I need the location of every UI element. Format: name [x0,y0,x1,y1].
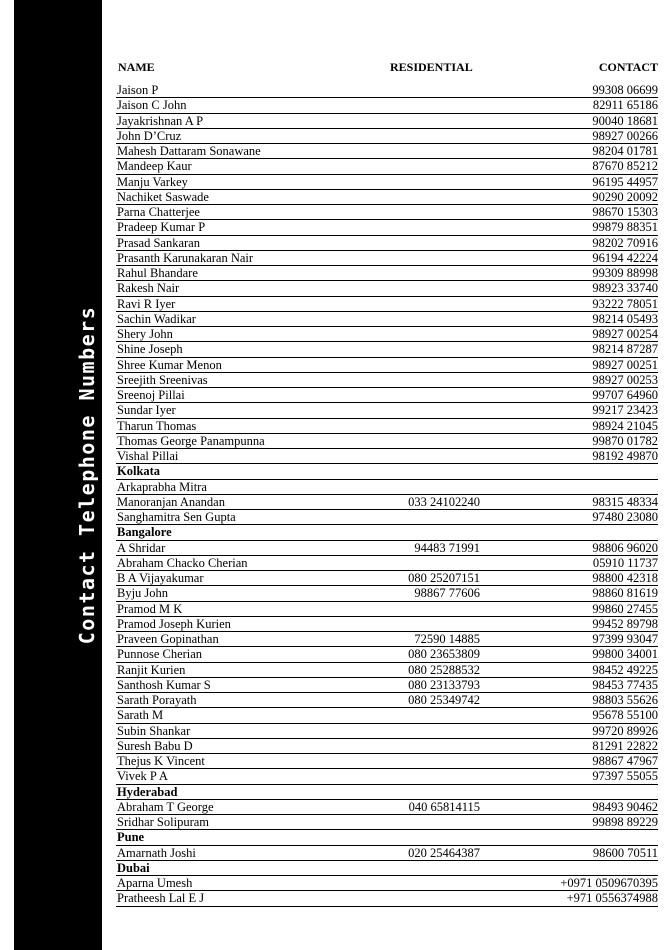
section-name: Kolkata [117,464,161,479]
table-row [116,693,658,708]
contact-number: 98453 77435 [592,677,658,692]
contact-table [116,83,658,907]
contact-name: Shree Kumar Menon [117,357,222,372]
table-row [116,205,658,220]
section-name: Dubai [117,860,150,875]
contact-name: Vivek P A [117,769,168,784]
table-row [116,724,658,739]
residential-number: 080 25288532 [408,662,480,677]
contact-number: 98315 48334 [592,494,658,509]
contact-number: +0971 0509670395 [560,876,658,890]
residential-number: 72590 14885 [414,632,480,646]
table-row [116,632,658,647]
table-row [116,312,658,327]
contact-number: 81291 22822 [592,738,658,753]
contact-number: 98860 81619 [592,586,658,601]
contact-name: Sarath M [117,708,164,723]
column-header-contact: CONTACT [598,60,658,74]
section-header [116,525,658,540]
contact-name: John D’Cruz [117,128,182,143]
contact-number: 99860 27455 [592,601,658,616]
contact-name: Pratheesh Lal E J [117,891,205,906]
table-row [116,663,658,678]
contact-name: Abraham Chacko Cherian [117,555,248,570]
contact-name: Aparna Umesh [117,876,193,890]
contact-number: 99720 89926 [592,723,658,738]
table-row [116,281,658,296]
contact-name: Pradeep Kumar P [117,220,206,235]
section-name: Hyderabad [117,784,178,799]
contact-name: Shine Joseph [117,342,183,357]
table-row [116,586,658,601]
table-row [116,388,658,403]
contact-number: 98803 55626 [592,693,658,707]
contact-name: Sreenoj Pillai [117,388,185,402]
section-header [116,861,658,876]
contact-number: +971 0556374988 [566,891,658,906]
table-row [116,159,658,174]
contact-number: 98867 47967 [592,754,658,768]
sidebar-title: Contact Telephone Numbers [75,305,99,645]
contact-name: Santhosh Kumar S [117,677,211,692]
table-row [116,556,658,571]
table-row [116,403,658,418]
table-row [116,129,658,144]
table-row [116,175,658,190]
contact-name: A Shridar [117,540,166,555]
contact-name: Byju John [117,586,169,601]
table-row [116,98,658,113]
table-row [116,358,658,373]
contact-number: 96195 44957 [592,174,658,189]
contact-name: Sundar Iyer [117,403,176,418]
contact-name: Jaison C John [117,98,187,113]
residential-number: 080 25207151 [408,571,480,585]
contact-number: 99898 89229 [592,815,658,829]
contact-name: Nachiket Saswade [117,189,209,204]
contact-name: B A Vijayakumar [117,571,204,585]
table-row [116,434,658,449]
contact-number: 98493 90462 [592,799,658,814]
table-row [116,251,658,266]
residential-number: 94483 71991 [414,540,480,555]
table-row [116,754,658,769]
table-row [116,190,658,205]
table-row [116,495,658,510]
contact-name: Punnose Cherian [117,647,203,662]
table-row [116,220,658,235]
table-row [116,891,658,906]
contact-name: Pramod Joseph Kurien [117,616,231,631]
contact-number: 97480 23080 [592,510,658,524]
residential-number: 080 23133793 [408,677,480,692]
contact-number: 98192 49870 [592,449,658,463]
contact-number: 98670 15303 [592,205,658,219]
contact-name: Tharun Thomas [117,418,197,433]
table-row [116,678,658,693]
contact-number: 97399 93047 [592,632,658,646]
contact-name: Thomas George Panampunna [117,433,265,448]
contact-number: 98214 05493 [592,311,658,326]
contact-number: 98927 00254 [592,327,658,341]
contact-name: Shery John [117,327,173,341]
contact-name: Jaison P [117,83,159,97]
contact-number: 98924 21045 [592,418,658,433]
section-name: Pune [117,830,145,845]
table-row [116,297,658,312]
residential-number: 033 24102240 [408,494,480,509]
contact-name: Praveen Gopinathan [117,632,219,646]
table-row [116,83,658,98]
contact-name: Rahul Bhandare [117,266,198,280]
table-row [116,617,658,632]
table-row [116,510,658,525]
contact-number: 99870 01782 [592,433,658,448]
table-row [116,419,658,434]
table-row [116,647,658,662]
contact-number: 98923 33740 [592,281,658,296]
table-row [116,480,658,495]
contact-name: Amarnath Joshi [117,845,196,860]
residential-number: 98867 77606 [414,586,480,601]
contact-name: Thejus K Vincent [117,754,205,768]
contact-name: Sridhar Solipuram [117,815,210,829]
contact-number: 97397 55055 [592,769,658,784]
contact-number: 95678 55100 [592,708,658,723]
contact-name: Jayakrishnan A P [117,113,204,128]
contact-number: 05910 11737 [592,555,658,570]
table-row [116,342,658,357]
table-row [116,602,658,617]
contact-name: Vishal Pillai [117,449,179,463]
table-row [116,769,658,784]
section-header [116,464,658,479]
contact-number: 99308 06699 [592,83,658,97]
contact-number: 98204 01781 [592,144,658,158]
contact-number: 99309 88998 [592,266,658,280]
table-row [116,236,658,251]
contact-name: Prasanth Karunakaran Nair [117,250,254,265]
residential-number: 020 25464387 [408,845,480,860]
contact-number: 98927 00266 [592,128,658,143]
contact-number: 99217 23423 [592,403,658,418]
section-header [116,830,658,845]
residential-number: 040 65814115 [408,799,480,814]
contact-number: 99707 64960 [592,388,658,402]
contact-name: Subin Shankar [117,723,191,738]
residential-number: 080 23653809 [408,647,480,662]
contact-name: Sanghamitra Sen Gupta [117,510,236,524]
contact-number: 82911 65186 [592,98,658,113]
contact-name: Mahesh Dattaram Sonawane [117,144,261,158]
contact-number: 90040 18681 [592,113,658,128]
contact-number: 99452 89798 [592,616,658,631]
contact-name: Prasad Sankaran [117,235,200,250]
contact-name: Ravi R Iyer [117,296,176,311]
contact-number: 99800 34001 [592,647,658,662]
sidebar-band [14,0,102,950]
contact-name: Arkaprabha Mitra [117,479,207,494]
column-header-residential: RESIDENTIAL [390,60,473,74]
contact-name: Sachin Wadikar [117,311,196,326]
contact-number: 98927 00253 [592,372,658,387]
contact-number: 87670 85212 [592,159,658,174]
table-row [116,800,658,815]
table-row [116,815,658,830]
contact-name: Mandeep Kaur [117,159,192,174]
residential-number: 080 25349742 [408,693,480,707]
section-name: Bangalore [117,525,172,540]
table-row [116,327,658,342]
contact-name: Suresh Babu D [117,738,193,753]
table-row [116,449,658,464]
contact-number: 99879 88351 [592,220,658,235]
table-row [116,571,658,586]
contact-name: Manju Varkey [117,174,188,189]
table-row [116,846,658,861]
contact-name: Rakesh Nair [117,281,180,296]
contact-number: 98452 49225 [592,662,658,677]
column-header-name: NAME [118,60,155,74]
table-row [116,876,658,891]
table-row [116,708,658,723]
contact-name: Manoranjan Anandan [117,494,225,509]
contact-name: Sarath Porayath [117,693,197,707]
table-row [116,266,658,281]
contact-number: 98806 96020 [592,540,658,555]
table-row [116,373,658,388]
contact-number: 98800 42318 [592,571,658,585]
section-header [116,785,658,800]
contact-number: 98600 70511 [592,845,658,860]
contact-number: 98214 87287 [592,342,658,357]
contact-name: Parna Chatterjee [117,205,200,219]
contact-name: Ranjit Kurien [117,662,186,677]
contact-number: 93222 78051 [592,296,658,311]
contact-name: Abraham T George [117,799,214,814]
contact-number: 98202 70916 [592,235,658,250]
contact-number: 98927 00251 [592,357,658,372]
contact-number: 90290 20092 [592,189,658,204]
contact-number: 96194 42224 [592,250,658,265]
table-row [116,114,658,129]
table-row [116,144,658,159]
table-row [116,541,658,556]
table-row [116,739,658,754]
contact-name: Pramod M K [117,601,183,616]
contact-name: Sreejith Sreenivas [117,372,208,387]
